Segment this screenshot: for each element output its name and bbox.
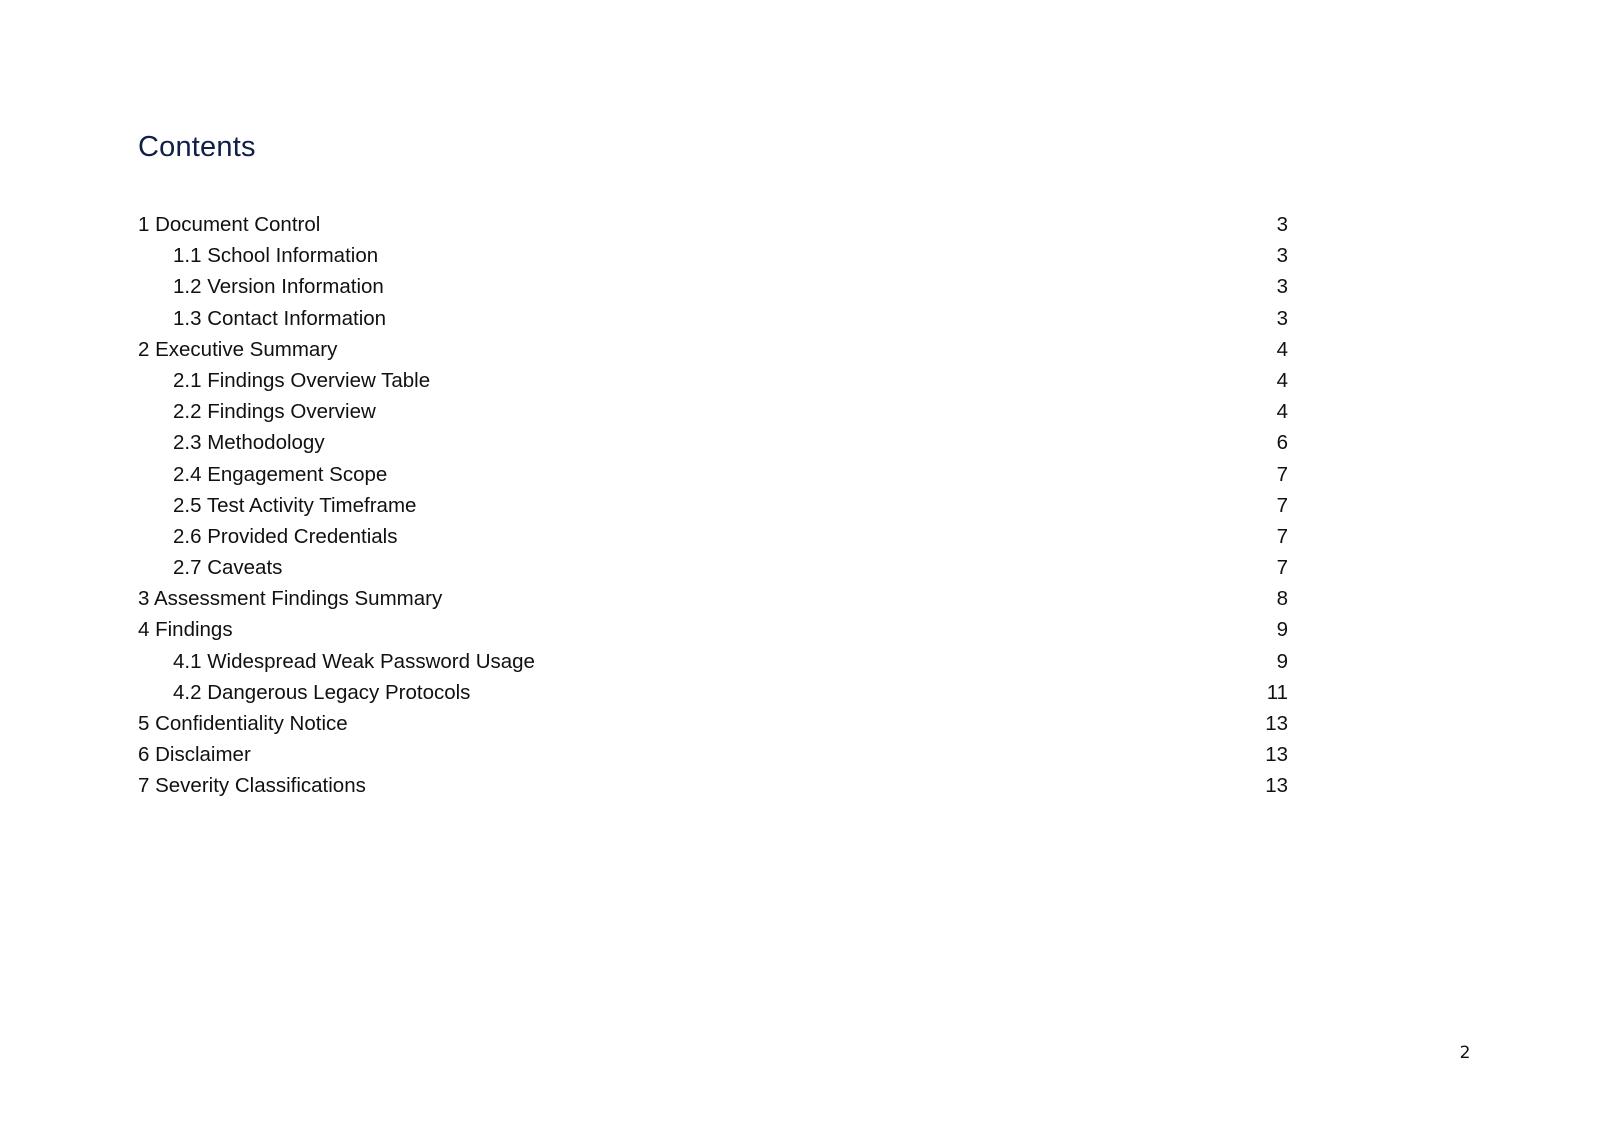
toc-entry-label: 5 Confidentiality Notice bbox=[138, 712, 348, 735]
toc-entry[interactable] bbox=[138, 459, 1288, 490]
toc-entry-page: 13 bbox=[1265, 712, 1288, 735]
toc-entry[interactable] bbox=[138, 552, 1288, 583]
toc-entry-page: 4 bbox=[1276, 400, 1288, 424]
toc-entry[interactable] bbox=[138, 240, 1288, 271]
toc-entry[interactable] bbox=[138, 209, 1288, 240]
toc-entry-page: 7 bbox=[1276, 462, 1288, 486]
toc-entry-page: 4 bbox=[1276, 368, 1288, 392]
toc-entry-label: 6 Disclaimer bbox=[138, 743, 251, 767]
toc-entry-page: 7 bbox=[1276, 493, 1288, 517]
toc-entry-page: 3 bbox=[1276, 306, 1288, 330]
toc-entry-page: 11 bbox=[1266, 680, 1288, 704]
toc-entry-label: 2.2 Findings Overview bbox=[173, 400, 376, 424]
toc-entry[interactable] bbox=[138, 770, 1288, 801]
toc-entry-label: 4.2 Dangerous Legacy Protocols bbox=[173, 680, 471, 704]
toc-entry-label: 2.7 Caveats bbox=[173, 556, 283, 580]
toc-entry-label: 1 Document Control bbox=[138, 213, 321, 236]
toc-entry-page: 9 bbox=[1276, 649, 1288, 673]
toc-entry-page: 3 bbox=[1276, 244, 1288, 268]
toc-entry[interactable] bbox=[138, 427, 1288, 458]
toc-entry-label: 7 Severity Classifications bbox=[138, 774, 366, 798]
toc-entry[interactable] bbox=[138, 365, 1288, 396]
toc-entry-label: 2.1 Findings Overview Table bbox=[173, 368, 431, 392]
toc-entry-label: 4 Findings bbox=[138, 618, 233, 642]
toc-entry-label: 2.4 Engagement Scope bbox=[173, 462, 388, 486]
toc-entry[interactable] bbox=[138, 708, 1288, 739]
toc-entry-label: 1.1 School Information bbox=[173, 244, 379, 268]
toc-list bbox=[138, 209, 1288, 802]
toc-entry-label: 2.5 Test Activity Timeframe bbox=[173, 493, 417, 517]
toc-entry-label: 2 Executive Summary bbox=[138, 337, 338, 361]
toc-entry-label: 1.2 Version Information bbox=[173, 275, 384, 299]
toc-entry[interactable] bbox=[138, 583, 1288, 614]
toc-entry-page: 4 bbox=[1276, 337, 1288, 361]
toc-entry[interactable] bbox=[138, 271, 1288, 302]
toc-entry-label: 3 Assessment Findings Summary bbox=[138, 587, 443, 611]
toc-entry[interactable] bbox=[138, 303, 1288, 334]
toc-entry[interactable] bbox=[138, 490, 1288, 521]
toc-entry-label: 1.3 Contact Information bbox=[173, 306, 387, 330]
toc-entry[interactable] bbox=[138, 614, 1288, 645]
toc-entry-page: 3 bbox=[1276, 213, 1288, 236]
toc-entry-label: 4.1 Widespread Weak Password Usage bbox=[173, 649, 535, 673]
toc-entry-page: 7 bbox=[1276, 524, 1288, 548]
toc-entry-page: 13 bbox=[1265, 774, 1288, 798]
toc-entry[interactable] bbox=[138, 334, 1288, 365]
toc-entry-label: 2.6 Provided Credentials bbox=[173, 524, 398, 548]
toc-entry-label: 2.3 Methodology bbox=[173, 431, 325, 455]
toc-entry[interactable] bbox=[138, 396, 1288, 427]
toc-entry-page: 8 bbox=[1276, 587, 1288, 611]
toc-entry-page: 7 bbox=[1276, 556, 1288, 580]
toc-entry-page: 6 bbox=[1276, 431, 1288, 455]
toc-title: Contents bbox=[138, 131, 256, 163]
toc-entry[interactable] bbox=[138, 521, 1288, 552]
toc-entry-page: 13 bbox=[1265, 743, 1288, 767]
toc-entry[interactable] bbox=[138, 677, 1288, 708]
toc-entry[interactable] bbox=[138, 646, 1288, 677]
page-number: 2 bbox=[1459, 1043, 1471, 1063]
toc-entry-page: 9 bbox=[1276, 618, 1288, 642]
toc-entry-page: 3 bbox=[1276, 275, 1288, 299]
toc-entry[interactable] bbox=[138, 739, 1288, 770]
